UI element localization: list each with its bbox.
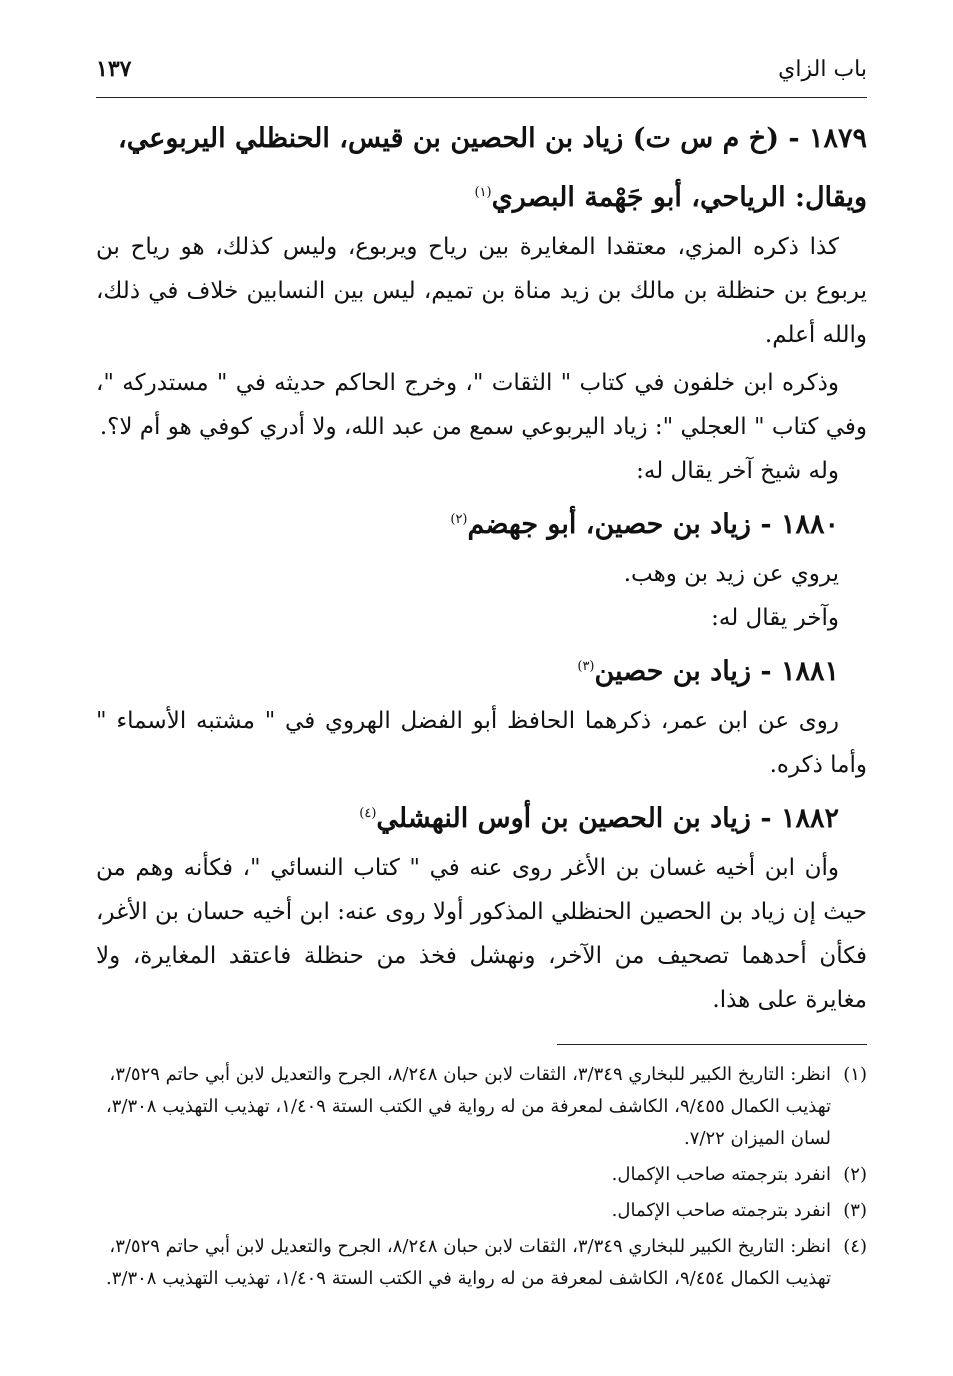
footnote-ref: (٤) <box>359 806 377 821</box>
footnote-text: انظر: التاريخ الكبير للبخاري ٣/٣٤٩، الثقات لابن حبان ٨/٢٤٨، الجرح والتعديل لابن أبي حاتم ٣/٥٢٩، تهذيب الكمال ٩/٤٥٤، الكاشف لمعرفة من له رواية في الكتب الستة ١/٤٠٩، تهذيب التهذيب ٣/٣٠٨. <box>105 1236 831 1289</box>
footnote-number: (٢) <box>843 1164 867 1185</box>
paragraph: كذا ذكره المزي، معتقدا المغايرة بين رياح ويربوع، وليس كذلك، هو رياح بن يربوع بن حنظلة بن مالك بن زيد مناة بن تميم، ليس بين النسابين خلاف في ذلك، والله أعلم. <box>96 234 867 348</box>
footnote-text: انفرد بترجمته صاحب الإكمال. <box>611 1164 831 1185</box>
main-text <box>96 112 867 1022</box>
entry-heading-1882 <box>96 787 867 846</box>
paragraph: وآخر يقال له: <box>711 605 839 631</box>
entry-heading-1881 <box>96 640 867 699</box>
page-number: ١٣٧ <box>96 56 132 82</box>
footnote-text: انظر: التاريخ الكبير للبخاري ٣/٣٤٩، الثقات لابن حبان ٨/٢٤٨، الجرح والتعديل لابن أبي حاتم ٣/٥٢٩، تهذيب الكمال ٩/٤٥٥، الكاشف لمعرفة من له رواية في الكتب الستة ١/٤٠٩، تهذيب التهذيب ٣/٣٠٨، لسان الميزان ٧/٢٢. <box>105 1064 831 1149</box>
entry-heading-1879 <box>96 112 867 225</box>
entry-heading-text: ١٨٨٢ - زياد بن الحصين بن أوس النهشلي <box>376 803 839 834</box>
footnote-ref: (١) <box>474 185 492 200</box>
footnote-text: انفرد بترجمته صاحب الإكمال. <box>611 1200 831 1221</box>
footnote-ref: (٢) <box>450 512 468 527</box>
paragraph: يروي عن زيد بن وهب. <box>623 561 839 587</box>
chapter-title: باب الزاي <box>778 57 867 82</box>
footnote-number: (٣) <box>843 1200 867 1221</box>
paragraph: وذكره ابن خلفون في كتاب " الثقات "، وخرج الحاكم حديثه في " مستدركه "، وفي كتاب " العجلي ": زياد اليربوعي سمع من عبد الله، ولا أدري كوفي هو أم لا؟. <box>96 370 867 440</box>
footnote-divider <box>557 1044 867 1045</box>
footnote-4 <box>96 1231 867 1295</box>
entry-heading-text: ١٨٧٩ - (خ م س ت) زياد بن الحصين بن قيس، الحنظلي اليربوعي، ويقال: الرياحي، أبو جَهْمة البصري <box>118 123 867 213</box>
paragraph: روى عن ابن عمر، ذكرهما الحافظ أبو الفضل الهروي في " مشتبه الأسماء " وأما ذكره. <box>96 708 867 778</box>
footnote-ref: (٣) <box>577 659 595 674</box>
entry-heading-text: ١٨٨١ - زياد بن حصين <box>594 656 839 687</box>
entry-heading-text: ١٨٨٠ - زياد بن حصين، أبو جهضم <box>467 509 839 540</box>
footnote-number: (١) <box>843 1064 867 1085</box>
footnote-number: (٤) <box>843 1236 867 1257</box>
running-header <box>96 56 867 98</box>
footnotes <box>96 1059 867 1295</box>
paragraph: وأن ابن أخيه غسان بن الأغر روى عنه في " كتاب النسائي "، فكأنه وهم من حيث إن زياد بن الحصين الحنظلي المذكور أولا روى عنه: ابن أخيه حسان بن الأغر، فكأن أحدهما تصحيف من الآخر، ونهشل فخذ من حنظلة فاعتقد المغايرة، ولا مغايرة على هذا. <box>96 855 867 1013</box>
footnote-1 <box>96 1059 867 1155</box>
paragraph: وله شيخ آخر يقال له: <box>636 458 839 484</box>
footnote-3 <box>96 1195 867 1227</box>
footnote-2 <box>96 1159 867 1191</box>
entry-heading-1880 <box>96 493 867 552</box>
